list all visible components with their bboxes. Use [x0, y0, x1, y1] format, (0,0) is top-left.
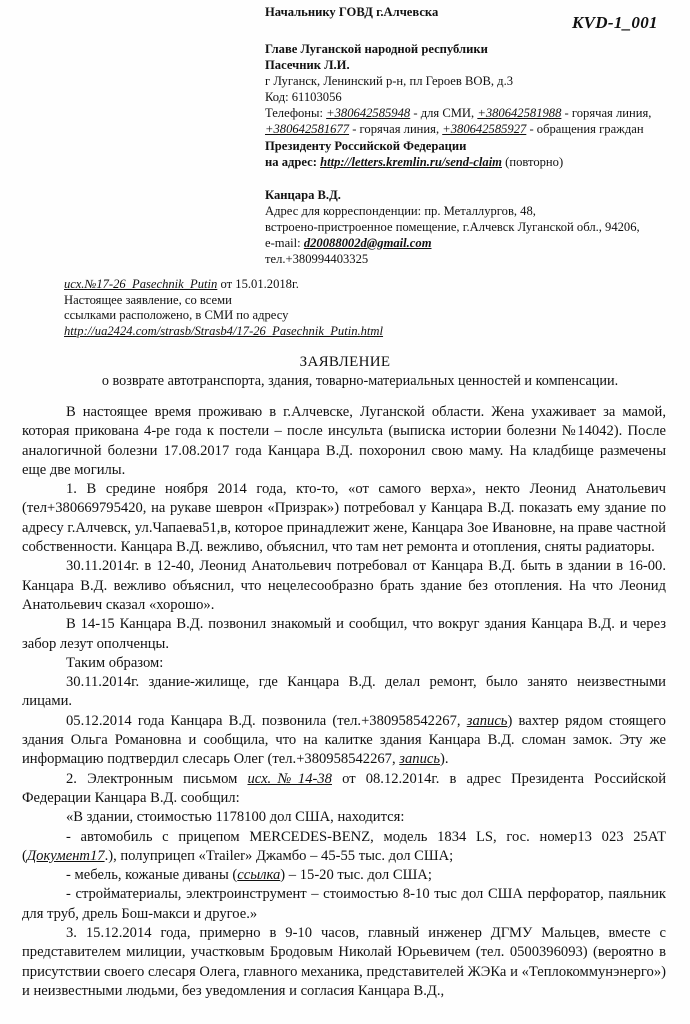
document17-link[interactable]: Документ17 — [26, 847, 105, 864]
sender-phone: тел.+380994403325 — [265, 252, 369, 266]
paragraph-building-value: «В здании, стоимостью 1178100 дол США, находится: — [66, 809, 405, 826]
p7-text-b: ) вахтер рядом стоящего здания Ольга Романовна и сообщила, что на калитке здания Канцара В.Д. сломан замок. Эту же информацию подтвердил слесарь Олег (тел.+380958542267, — [22, 712, 666, 768]
recipient-lnr-person: Пасечник Л.И. — [265, 58, 350, 72]
reference-number-link[interactable]: исх.№17-26_Pasechnik_Putin — [64, 277, 218, 291]
letter-14-38-link[interactable]: исх.№14-38 — [247, 770, 332, 787]
reference-line2: Настоящее заявление, со всеми — [64, 292, 232, 307]
phone-link-hotline-2[interactable]: +380642581677 — [265, 122, 350, 136]
paragraph-30-11: 30.11.2014г. в 12-40, Леонид Анатольевич потребовал от Канцара В.Д. быть в здании в 16-00. Канцара В.Д. вежливо объяснил, что нецелесообразно брать здание без отопления. На что Леонид Анатольевич сказал «хорошо». — [22, 558, 666, 613]
recipient-lnr-head — [265, 41, 651, 137]
p8-text-b: от 08.12.2014г. в адрес Президента Российской Федерации Канцара В.Д. сообщил: — [22, 770, 667, 806]
recording-link-1[interactable]: запись — [466, 712, 508, 729]
sender-name: Канцара В.Д. — [265, 188, 341, 202]
p10-text-b: .), полуприцеп «Trailer» Джамбо – 45-55 тыс. дол США; — [104, 847, 454, 864]
phone-desc-hotline-2: - горячая линия, — [349, 122, 443, 136]
recipient-lnr-code: Код: 61103056 — [265, 90, 342, 104]
p7-text-a: 05.12.2014 года Канцара В.Д. позвонила (тел.+380958542267, — [66, 712, 467, 729]
paragraph-bullet-vehicle — [22, 828, 666, 867]
p11-text-a: - мебель, кожаные диваны ( — [66, 867, 238, 884]
recipient-lnr-title: Главе Луганской народной республики — [265, 42, 488, 56]
reference-block — [64, 277, 383, 339]
recipient-govd — [265, 4, 438, 20]
paragraph-item-2 — [22, 770, 666, 809]
phone-link-media[interactable]: +380642585948 — [326, 106, 411, 120]
p7-text-c: ). — [439, 751, 449, 768]
recording-link-2[interactable]: запись — [399, 751, 440, 768]
recipient-president — [265, 138, 563, 170]
paragraph-bullet-furniture — [22, 866, 666, 885]
email-label: e-mail: — [265, 236, 304, 250]
paragraph-item-3: 3. 15.12.2014 года, примерно в 9-10 часов, главный инженер ДГМУ Мальцев, вместе с представителем милиции, участковым Бродовым Николай Юрьевичем (тел. 0500396093) (вероятно в присутствии своего слесаря Олега, главного механика, представителей ЖЭКа и «Теплокоммунэнерго») и неизвестными людьми, без уведомления и согласия Канцара В.Д., — [22, 925, 666, 999]
sender-address-line2: встроено-пристроенное помещение, г.Алчевск Луганской обл., 94206, — [265, 220, 640, 234]
document-body — [22, 403, 666, 1001]
recipient-president-address — [265, 154, 563, 170]
recipient-lnr-address: г Луганск, Ленинский р-н, пл Героев ВОВ, д.3 — [265, 74, 514, 88]
paragraph-14-15: В 14-15 Канцара В.Д. позвонил знакомый и сообщил, что вокруг здания Канцара В.Д. и через забор лезут ополченцы. — [22, 616, 666, 652]
phone-desc-hotline-1: - горячая линия, — [561, 106, 652, 120]
paragraph-intro: В настоящее время проживаю в г.Алчевске, Луганской области. Жена ухаживает за мамой, которая прикована 4-ре года к постели – после инсульта (выписка истории болезни №14042). После аналогичной болезни 17.08.2017 года Канцара В.Д. похоронил свою маму. На кладбище размечены еще две могилы. — [22, 404, 666, 478]
furniture-link[interactable]: ссылка — [237, 867, 281, 884]
recipient-president-title: Президенту Российской Федерации — [265, 139, 467, 153]
paragraph-bullet-materials: - стройматериалы, электроинструмент – стоимостью 8-10 тыс дол США перфоратор, паяльник для труб, дрель Бош-макси и другое.» — [22, 886, 666, 922]
document-code: KVD-1_001 — [572, 13, 658, 32]
email-link[interactable]: d20088002d@gmail.com — [303, 236, 432, 250]
document-subtitle: о возврате автотранспорта, здания, товарно-материальных ценностей и компенсации. — [101, 373, 619, 389]
recipient-lnr-phones-line1 — [265, 105, 651, 121]
phone-link-hotline-1[interactable]: +380642581988 — [477, 106, 562, 120]
sender-email-line — [265, 235, 640, 251]
sender-block — [265, 187, 640, 267]
phone-link-citizens[interactable]: +380642585927 — [442, 122, 527, 136]
sender-address-line1: Адрес для корреспонденции: пр. Металлургов, 48, — [265, 204, 536, 218]
reference-number-line — [64, 277, 383, 293]
document-title: ЗАЯВЛЕНИЕ — [299, 354, 391, 370]
phone-desc-media: - для СМИ, — [410, 106, 478, 120]
paragraph-05-12 — [22, 712, 666, 770]
kremlin-link[interactable]: http://letters.kremlin.ru/send-claim — [320, 155, 502, 169]
address-note: (повторно) — [501, 155, 564, 169]
reference-url-link[interactable]: http://ua2424.com/strasb/Strasb4/17-26_Pasechnik_Putin.html — [64, 323, 384, 338]
phones-label: Телефоны: — [265, 106, 327, 120]
p10-text-a: - автомобиль с прицепом MERCEDES-BENZ, модель 1834 LS, гос. номер13 023 25АТ ( — [22, 828, 666, 864]
paragraph-thus: Таким образом: — [66, 654, 164, 671]
paragraph-occupied: 30.11.2014г. здание-жилище, где Канцара В.Д. делал ремонт, было занято неизвестными лицами. — [22, 674, 666, 710]
recipient-lnr-phones-line2 — [265, 121, 651, 137]
p11-text-b: ) – 15-20 тыс. дол США; — [280, 867, 432, 884]
reference-line3: ссылками расположено, в СМИ по адресу — [64, 308, 289, 322]
reference-date: от 15.01.2018г. — [217, 277, 299, 291]
address-label: на адрес: — [265, 155, 321, 169]
phone-desc-citizens: - обращения граждан — [526, 122, 644, 136]
paragraph-item-1: 1. В средине ноября 2014 года, кто-то, «от самого верха», некто Леонид Анатольевич (тел+380669795420, на рукаве шеврон «Призрак») потребовал у Канцара В.Д. показать ему здание по адресу г.Алчевск, ул.Чапаева51,в, которое принадлежит жене, Канцара Зое Ивановне, на праве частной собственности. Канцара В.Д. вежливо, объяснил, что там нет ремонта и отопления, сняты радиаторы. — [22, 481, 666, 556]
p8-text-a: 2. Электронным письмом — [66, 770, 248, 787]
recipient-govd-name: Начальнику ГОВД г.Алчевска — [265, 5, 439, 19]
